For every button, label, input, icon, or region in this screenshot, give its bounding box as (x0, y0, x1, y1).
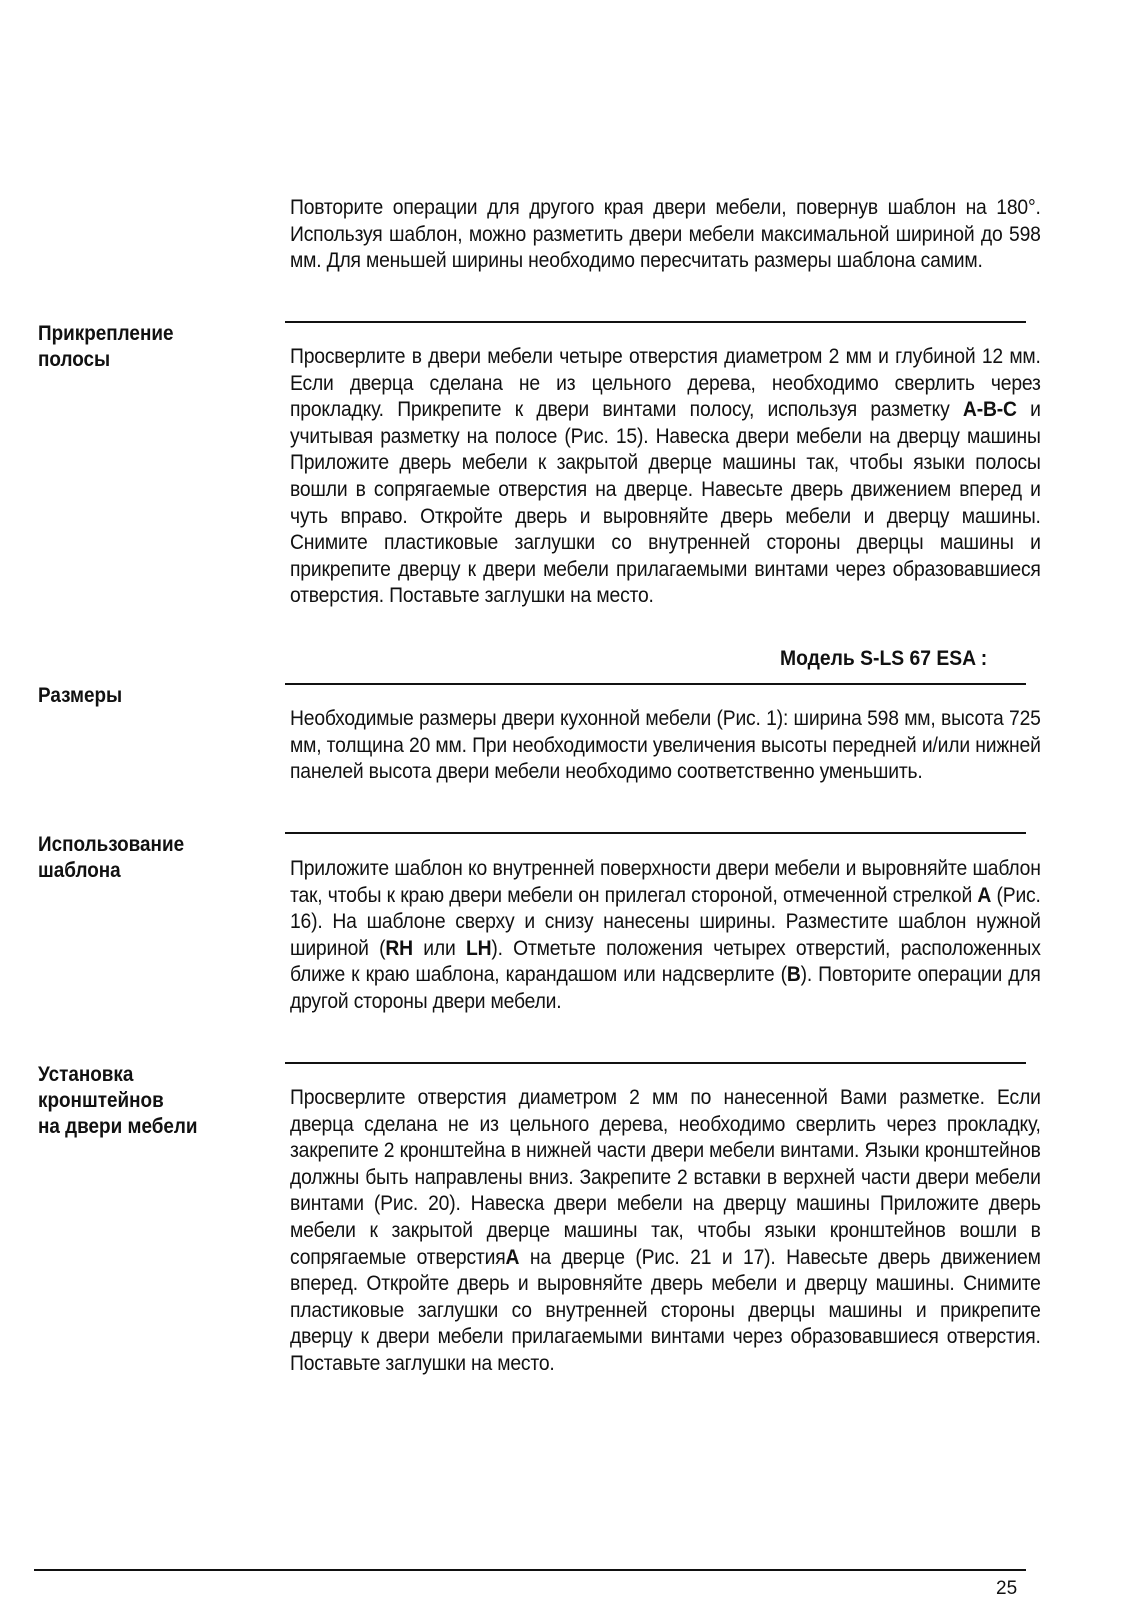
heading-strip-attachment: Прикрепление полосы (38, 322, 174, 371)
intro-paragraph (290, 195, 1041, 275)
template-use-paragraph: Приложите шаблон ко внутренней поверхности двери мебели и выровняйте шаблон так, чтобы к краю двери мебели он прилегал стороной, отмеченной стрелкой A (Рис. 16). На шаблоне сверху и снизу нанесены ширины. Разместите шаблон нужной шириной (RH или LH). Отметьте положения четырех отверстий, расположенных ближе к краю шаблона, карандашом или надсверлите (B). Повторите операции для другой стороны двери мебели. (290, 857, 1041, 1013)
dimensions-paragraph: Необходимые размеры двери кухонной мебели (Рис. 1): ширина 598 мм, высота 725 мм, толщина 20 мм. При необходимости увеличения высоты передней и/или нижней панелей высота двери мебели необходимо соответственно уменьшить. (290, 707, 1041, 784)
heading-template-use: Использование шаблона (38, 833, 185, 882)
page-number: 25 (996, 1578, 1018, 1599)
section-divider (285, 321, 1026, 323)
strip-attachment-paragraph: Просверлите в двери мебели четыре отверстия диаметром 2 мм и глубиной 12 мм. Если дверца сделана не из цельного дерева, необходимо сверлить через прокладку. Прикрепите к двери винтами полосу, используя разметку A-B-C и учитывая разметку на полосе (Рис. 15). Навеска двери мебели на дверцу машины Приложите дверь мебели к закрытой дверце машины так, чтобы языки полосы вошли в сопрягаемые отверстия на дверце. Навесьте дверь движением вперед и чуть вправо. Откройте дверь и выровняйте дверь мебели и дверцу машины. Снимите пластиковые заглушки со внутренней стороны дверцы машины и прикрепите дверцу к двери мебели прилагаемыми винтами через образовавшиеся отверстия. Поставьте заглушки на место. (290, 345, 1041, 608)
mark-abc: A-B-C (962, 398, 1017, 422)
heading-bracket-installation: Установка кронштейнов на двери мебели (38, 1063, 198, 1138)
section-divider (285, 683, 1026, 685)
intro-text: Повторите операции для другого края двери мебели, повернув шаблон на 180°. Используя шаблон, можно разметить двери мебели максимальной шириной до 598 мм. Для меньшей ширины необходимо пересчитать размеры шаблона самим. (290, 196, 1041, 273)
heading-dimensions: Размеры (38, 684, 123, 707)
bracket-installation-paragraph: Просверлите отверстия диаметром 2 мм по нанесенной Вами разметке. Если дверца сделана не из цельного дерева, необходимо сверлить через прокладку, закрепите 2 кронштейна в нижней части двери мебели винтами. Языки кронштейнов должны быть направлены вниз. Закрепите 2 вставки в верхней части двери мебели винтами (Рис. 20). Навеска двери мебели на дверцу машины Приложите дверь мебели к закрытой дверце машины так, чтобы языки кронштейнов вошли в сопрягаемые отверстияA на дверце (Рис. 21 и 17). Навесьте дверь движением вперед. Откройте дверь и выровняйте дверь мебели и дверцу машины. Снимите пластиковые заглушки со внутренней стороны дверцы машины и прикрепите дверцу к двери мебели прилагаемыми винтами через образовавшиеся отверстия. Поставьте заглушки на место. (290, 1086, 1041, 1375)
model-label: Модель S-LS 67 ESA : (780, 647, 988, 670)
section-divider (285, 1062, 1026, 1064)
footer-rule (34, 1569, 1026, 1571)
section-divider (285, 832, 1026, 834)
